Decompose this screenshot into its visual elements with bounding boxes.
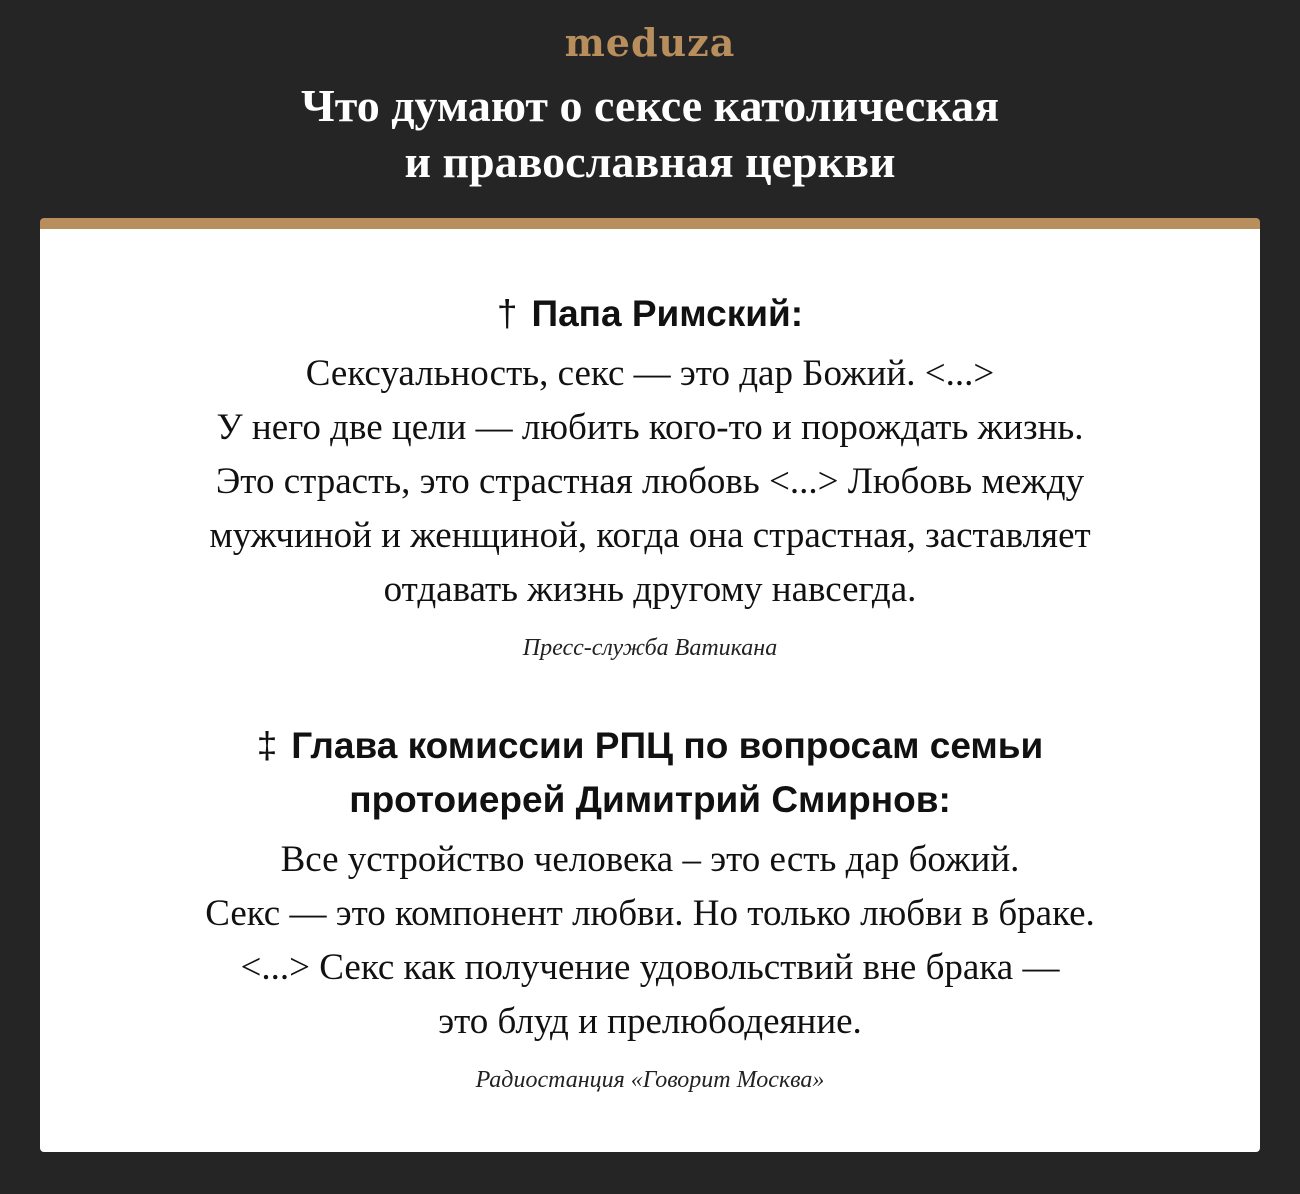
orthodox-cross-icon: ‡ xyxy=(256,725,278,766)
pope-quote-section xyxy=(40,287,1260,662)
quote-card xyxy=(40,218,1260,1152)
quote-line: У него две цели — любить кого-то и порождать жизнь. xyxy=(216,407,1084,448)
quote-source: Радиостанция «Говорит Москва» xyxy=(475,1067,825,1093)
latin-cross-icon: † xyxy=(496,293,518,334)
speaker-heading xyxy=(40,287,1260,341)
speaker-name: Глава комиссии РПЦ по вопросам семьи xyxy=(291,725,1044,766)
quote-text xyxy=(40,347,1260,617)
rpc-quote-section xyxy=(40,719,1260,1094)
page-title xyxy=(0,78,1300,190)
speaker-line: протоиерей Димитрий Смирнов: xyxy=(349,779,951,820)
speaker-line xyxy=(40,287,1260,341)
speaker-line xyxy=(40,719,1260,773)
speaker-heading xyxy=(40,719,1260,827)
meduza-logo[interactable]: meduza xyxy=(564,20,736,65)
quote-line: <...> Секс как получение удовольствий вне брака — xyxy=(240,947,1060,988)
quote-line: Все устройство человека – это есть дар божий. xyxy=(280,839,1020,880)
quote-line: это блуд и прелюбодеяние. xyxy=(438,1001,862,1042)
quote-line: Секс — это компонент любви. Но только любви в браке. xyxy=(205,893,1095,934)
quote-line: отдавать жизнь другому навсегда. xyxy=(383,569,917,610)
quote-line: мужчиной и женщиной, когда она страстная, заставляет xyxy=(209,515,1091,556)
speaker-name: Папа Римский: xyxy=(531,293,804,334)
quote-source: Пресс-служба Ватикана xyxy=(522,635,778,661)
page-title-line: Что думают о сексе католическая xyxy=(300,80,1000,131)
page-title-line: и православная церкви xyxy=(404,136,896,187)
quote-text xyxy=(40,833,1260,1049)
quote-line: Сексуальность, секс — это дар Божий. <...> xyxy=(305,353,995,394)
quote-line: Это страсть, это страстная любовь <...> Любовь между xyxy=(215,461,1085,502)
